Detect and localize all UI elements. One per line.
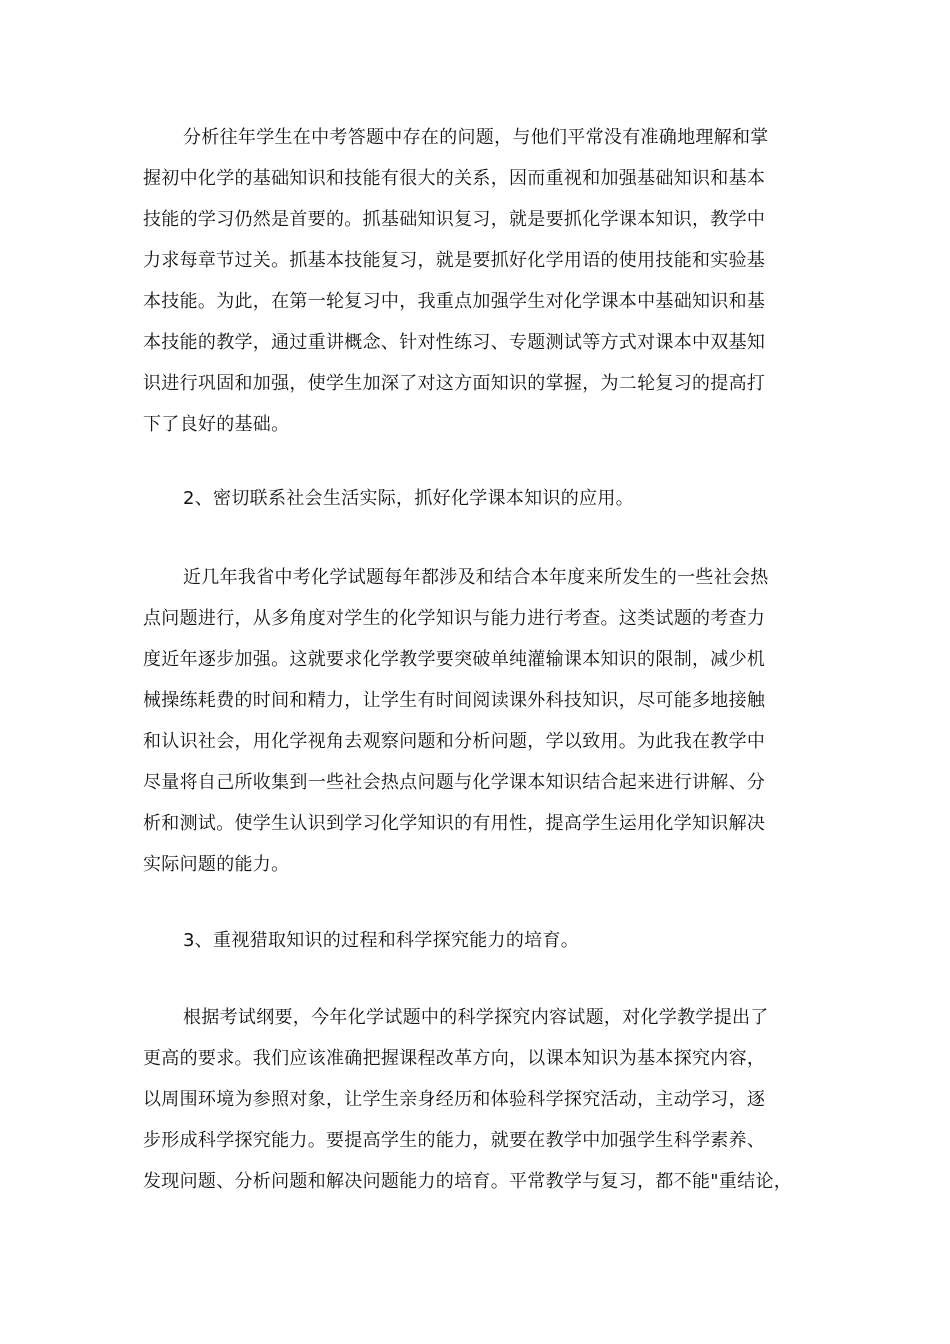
paragraph-basic-knowledge bbox=[143, 117, 823, 445]
paragraph-line: 析和测试。使学生认识到学习化学知识的有用性，提高学生运用化学知识解决 bbox=[143, 813, 766, 834]
paragraph-line: 点问题进行，从多角度对学生的化学知识与能力进行考查。这类试题的考查力 bbox=[143, 608, 766, 629]
paragraph-scientific-inquiry bbox=[143, 997, 823, 1202]
paragraph-line: 近几年我省中考化学试题每年都涉及和结合本年度来所发生的一些社会热 bbox=[183, 567, 769, 588]
paragraph-line: 下了良好的基础。 bbox=[143, 414, 290, 435]
paragraph-line: 技能的学习仍然是首要的。抓基础知识复习，就是要抓化学课本知识，教学中 bbox=[143, 209, 766, 230]
paragraph-line: 本技能。为此，在第一轮复习中，我重点加强学生对化学课本中基础知识和基 bbox=[143, 291, 766, 312]
paragraph-social-application bbox=[143, 557, 823, 885]
section-heading-3: 3、重视猎取知识的过程和科学探究能力的培育。 bbox=[183, 930, 580, 951]
paragraph-line: 根据考试纲要，今年化学试题中的科学探究内容试题，对化学教学提出了 bbox=[183, 1007, 769, 1028]
section-heading-2: 2、密切联系社会生活实际，抓好化学课本知识的应用。 bbox=[183, 488, 634, 509]
paragraph-line: 本技能的教学，通过重讲概念、针对性练习、专题测试等方式对课本中双基知 bbox=[143, 332, 766, 353]
paragraph-line: 握初中化学的基础知识和技能有很大的关系，因而重视和加强基础知识和基本 bbox=[143, 168, 766, 189]
paragraph-line: 更高的要求。我们应该准确把握课程改革方向，以课本知识为基本探究内容， bbox=[143, 1048, 766, 1069]
paragraph-line: 步形成科学探究能力。要提高学生的能力，就要在教学中加强学生科学素养、 bbox=[143, 1130, 766, 1151]
paragraph-line: 力求每章节过关。抓基本技能复习，就是要抓好化学用语的使用技能和实验基 bbox=[143, 250, 766, 271]
paragraph-line: 尽量将自己所收集到一些社会热点问题与化学课本知识结合起来进行讲解、分 bbox=[143, 772, 766, 793]
paragraph-line: 械操练耗费的时间和精力，让学生有时间阅读课外科技知识，尽可能多地接触 bbox=[143, 690, 766, 711]
paragraph-line: 分析往年学生在中考答题中存在的问题，与他们平常没有准确地理解和掌 bbox=[183, 127, 769, 148]
paragraph-line: 实际问题的能力。 bbox=[143, 854, 290, 875]
paragraph-line: 度近年逐步加强。这就要求化学教学要突破单纯灌输课本知识的限制，减少机 bbox=[143, 649, 766, 670]
paragraph-line: 和认识社会，用化学视角去观察问题和分析问题，学以致用。为此我在教学中 bbox=[143, 731, 766, 752]
paragraph-line: 发现问题、分析问题和解决问题能力的培育。平常教学与复习，都不能"重结论， bbox=[143, 1171, 793, 1192]
paragraph-line: 识进行巩固和加强，使学生加深了对这方面知识的掌握，为二轮复习的提高打 bbox=[143, 373, 766, 394]
paragraph-line: 以周围环境为参照对象，让学生亲身经历和体验科学探究活动，主动学习，逐 bbox=[143, 1089, 766, 1110]
